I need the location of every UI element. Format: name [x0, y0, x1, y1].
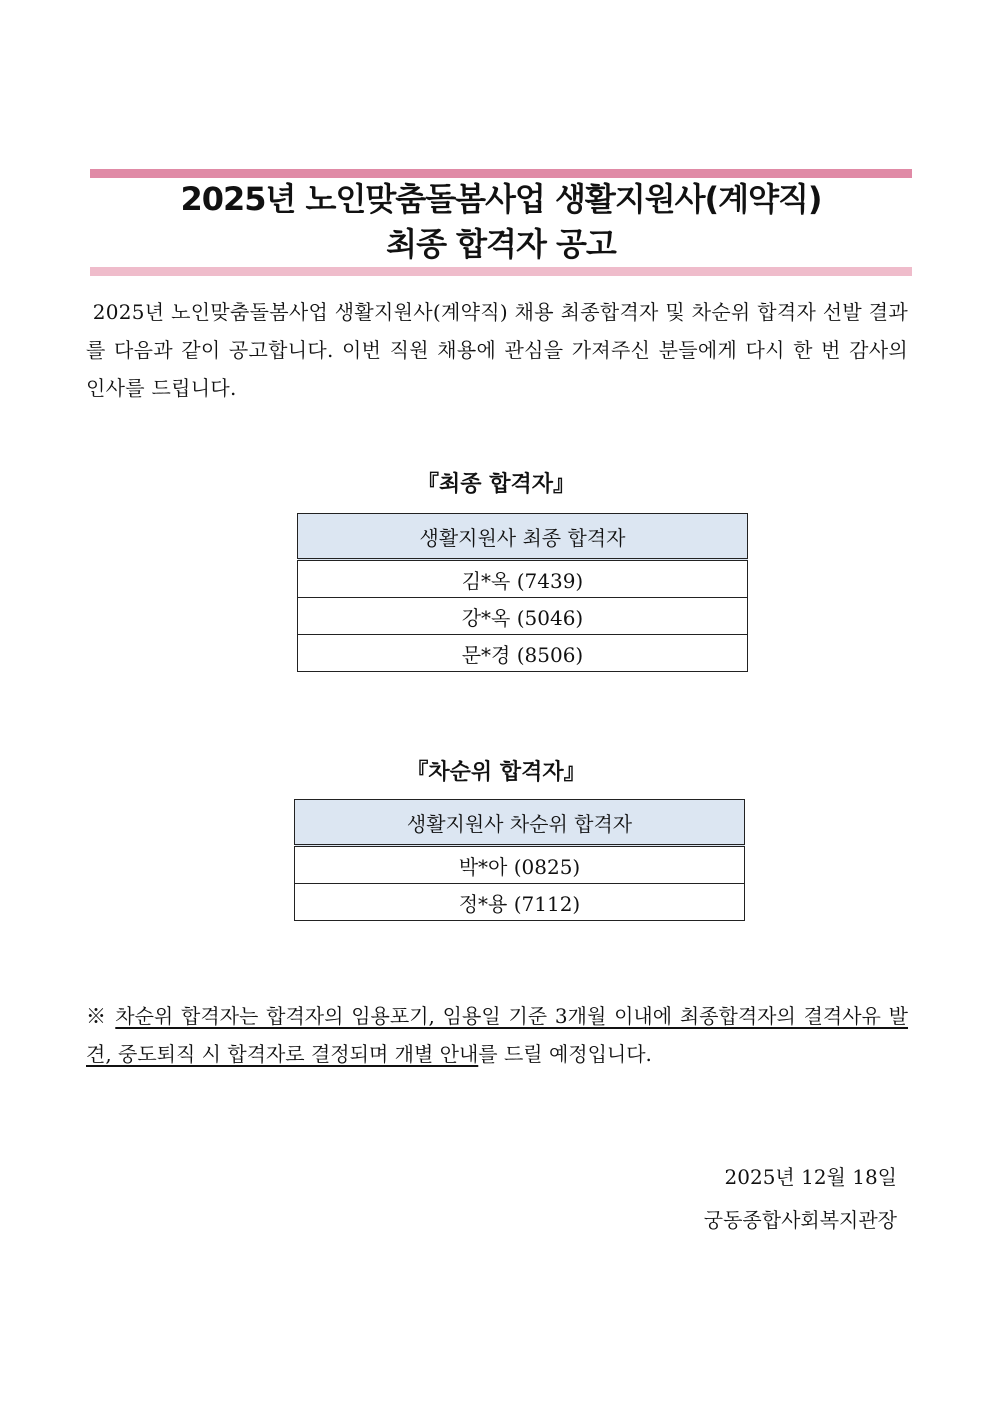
organization-name: 궁동종합사회복지관장 [703, 1208, 897, 1232]
table-row [298, 598, 748, 635]
intro-text: 2025년 노인맞춤돌봄사업 생활지원사(계약직) 채용 최종합격자 및 차순위 합격자 선발 결과를 다음과 같이 공고합니다. 이번 직원 채용에 관심을 가져주신 분들에게 다시 한 번 감사의 인사를 드립니다. [86, 300, 908, 400]
announcement-date: 2025년 12월 18일 [724, 1165, 897, 1189]
reserve-section-title: 『차순위 합격자』 [406, 759, 586, 785]
table-row [295, 884, 745, 921]
page-title-line-1: 2025년 노인맞춤돌봄사업 생활지원사(계약직) [180, 180, 822, 218]
title-bottom-bar [90, 267, 912, 276]
final-row-1: 김*옥 (7439) [298, 560, 748, 598]
page-title-line-2: 최종 합격자 공고 [386, 225, 616, 263]
final-section-title: 『최종 합격자』 [417, 471, 575, 497]
final-row-2: 강*옥 (5046) [298, 598, 748, 635]
table-row [295, 846, 745, 884]
notice-underlined-text: 차순위 합격자는 합격자의 임용포기, 임용일 기준 3개월 이내에 최종합격자의 결격사유 발견, 중도퇴직 시 합격자로 결정되며 개별 안내 [86, 1004, 909, 1066]
title-top-bar [90, 169, 912, 178]
table-row [298, 635, 748, 672]
notice-paragraph [86, 997, 908, 1073]
reserve-table-header: 생활지원사 차순위 합격자 [295, 800, 745, 846]
final-table-header: 생활지원사 최종 합격자 [298, 514, 748, 560]
intro-paragraph [86, 293, 908, 407]
final-row-3: 문*경 (8506) [298, 635, 748, 672]
notice-rest-text: 를 드릴 예정입니다. [478, 1042, 652, 1066]
notice-mark: ※ [86, 1004, 108, 1028]
table-row [298, 560, 748, 598]
final-table [297, 513, 748, 672]
reserve-row-1: 박*아 (0825) [295, 846, 745, 884]
reserve-row-2: 정*용 (7112) [295, 884, 745, 921]
reserve-table [294, 799, 745, 921]
